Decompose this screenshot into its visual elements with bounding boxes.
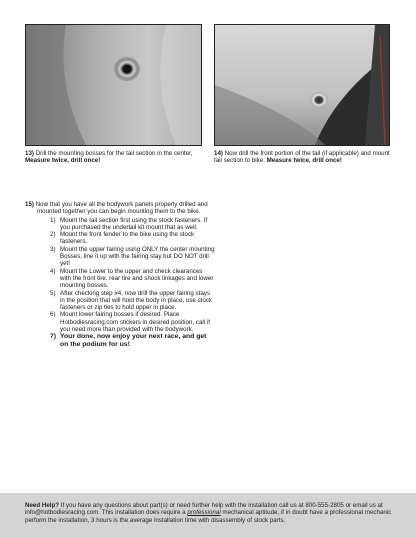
- substep-text: Mount the tail section first using the stock fasteners. If you purchased the undertail kit mount that as well.: [60, 216, 208, 231]
- footer-professional-underline: professional: [187, 509, 221, 517]
- substep-number: 1): [50, 216, 56, 224]
- step-14-caption: [214, 150, 392, 165]
- substep-number: 6): [50, 311, 56, 319]
- substep-number: 4): [50, 267, 56, 275]
- substep-number: 7): [50, 333, 57, 341]
- substep-item: [25, 268, 215, 290]
- footer-need-help-label: Need Help?: [25, 502, 60, 509]
- footer-text-before: If you have any questions about part(s) or need further help with the installation call us at 800-555-2805 or email us at info@hotbodiesracing.com. This installation does require a: [25, 502, 383, 517]
- step-13-number: 13): [25, 150, 34, 157]
- step-15-intro-text: Now that you have all the bodywork panels properly drilled and mounted together you can begin mounting them to the bike.: [35, 201, 208, 216]
- substep-item: [25, 217, 215, 232]
- step-13-caption: [25, 150, 203, 165]
- substep-number: 2): [50, 231, 56, 239]
- substep-text: After checking step #4, now drill the upper fairing stays in the position that will hold the body in place, use stock fasteners or zip ties to hold upper in place.: [60, 289, 213, 312]
- footer-text-after: mechanical aptitude, if in doubt have a professional mechanic perform the installation, 3 hours is the average installation time with disassembly of stock parts.: [25, 509, 392, 524]
- photo-tail-mounting-boss: [25, 24, 202, 146]
- photo-tail-front-portion: [214, 24, 390, 146]
- substep-item: [25, 231, 215, 246]
- step-14-text: Now drill the front portion of the tail (if applicable) and mount tail section to bike.: [214, 150, 390, 165]
- substep-text: Mount the front fender to the bike using the stock fasteners.: [60, 231, 195, 246]
- substep-item: [25, 311, 215, 333]
- substep-text: Mount the upper fairing using ONLY the center mounting Bosses, line it up with the fairing stay but DO NOT drill yet!: [60, 245, 215, 268]
- step-15-substep-list: [25, 217, 215, 349]
- step-15-instructions: [25, 201, 215, 349]
- step-15-number: 15): [25, 201, 34, 208]
- substep-item-final: [25, 333, 215, 348]
- substep-item: [25, 290, 215, 312]
- step-14-number: 14): [214, 150, 223, 157]
- substep-text: Your done, now enjoy your next race, and get on the podium for us!: [60, 333, 207, 348]
- step-15-intro: [25, 201, 215, 216]
- substep-text: Mount lower fairing bosses if desired. Place Hotbodiesracing.com stickers in desired position, call if you need more than provided with the bodywork.: [60, 311, 210, 334]
- substep-text: Mount the Lower to the upper and check clearances with the front tire, rear tire and shock linkages and lower mounting bosses.: [60, 267, 214, 290]
- substep-number: 5): [50, 289, 56, 297]
- substep-item: [25, 246, 215, 268]
- step-14-emphasis: Measure twice, drill once!: [266, 157, 342, 165]
- footer-help-text: [25, 502, 395, 524]
- step-13-text: Drill the mounting bosses for the tail section in the center,: [35, 150, 193, 157]
- step-13-emphasis: Measure twice, drill once!: [25, 157, 101, 165]
- substep-number: 3): [50, 245, 56, 253]
